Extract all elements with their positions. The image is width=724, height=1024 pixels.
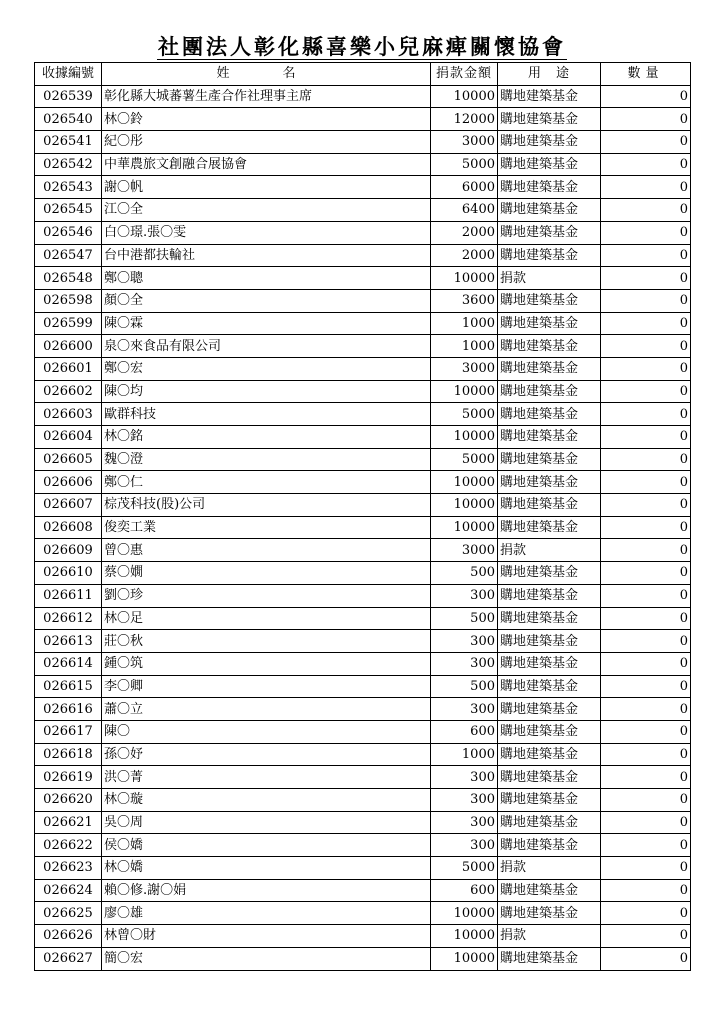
amount-cell: 300	[431, 834, 498, 857]
quantity-cell: 0	[601, 131, 691, 154]
quantity-cell: 0	[601, 403, 691, 426]
quantity-cell: 0	[601, 471, 691, 494]
quantity-cell: 0	[601, 607, 691, 630]
quantity-cell: 0	[601, 720, 691, 743]
table-body	[35, 85, 691, 970]
amount-cell: 10000	[431, 380, 498, 403]
amount-cell: 300	[431, 652, 498, 675]
quantity-cell: 0	[601, 448, 691, 471]
table-row	[35, 607, 691, 630]
amount-cell: 300	[431, 630, 498, 653]
quantity-cell: 0	[601, 562, 691, 585]
purpose-cell: 購地建築基金	[498, 789, 601, 812]
table-row	[35, 516, 691, 539]
donor-name-cell: 白〇璟.張〇雯	[102, 221, 431, 244]
donor-name-cell: 紀〇彤	[102, 131, 431, 154]
receipt-number-cell: 026611	[35, 584, 102, 607]
donor-name-cell: 江〇全	[102, 199, 431, 222]
purpose-cell: 購地建築基金	[498, 766, 601, 789]
donor-name-cell: 彰化縣大城蕃薯生產合作社理事主席	[102, 85, 431, 108]
donor-name-cell: 俊奕工業	[102, 516, 431, 539]
donor-name-cell: 鄭〇宏	[102, 357, 431, 380]
quantity-cell: 0	[601, 834, 691, 857]
table-row	[35, 199, 691, 222]
amount-cell: 500	[431, 607, 498, 630]
table-row	[35, 698, 691, 721]
amount-cell: 3000	[431, 357, 498, 380]
table-row	[35, 153, 691, 176]
amount-cell: 5000	[431, 153, 498, 176]
donor-name-cell: 歐群科技	[102, 403, 431, 426]
purpose-cell: 購地建築基金	[498, 403, 601, 426]
amount-cell: 10000	[431, 902, 498, 925]
table-row	[35, 925, 691, 948]
quantity-cell: 0	[601, 811, 691, 834]
purpose-cell: 捐款	[498, 857, 601, 880]
quantity-cell: 0	[601, 879, 691, 902]
amount-cell: 10000	[431, 925, 498, 948]
purpose-cell: 購地建築基金	[498, 947, 601, 970]
receipt-number-cell: 026620	[35, 789, 102, 812]
amount-cell: 300	[431, 789, 498, 812]
purpose-cell: 購地建築基金	[498, 516, 601, 539]
receipt-number-cell: 026539	[35, 85, 102, 108]
table-row	[35, 947, 691, 970]
amount-cell: 600	[431, 879, 498, 902]
purpose-cell: 購地建築基金	[498, 176, 601, 199]
donor-name-cell: 陳〇均	[102, 380, 431, 403]
amount-cell: 3000	[431, 131, 498, 154]
table-row	[35, 471, 691, 494]
quantity-cell: 0	[601, 380, 691, 403]
header-quantity: 數量	[601, 63, 691, 86]
table-row	[35, 675, 691, 698]
purpose-cell: 捐款	[498, 539, 601, 562]
receipt-number-cell: 026626	[35, 925, 102, 948]
amount-cell: 10000	[431, 494, 498, 517]
title-text: 社團法人彰化縣喜樂小兒麻痺關懷協會	[158, 34, 566, 59]
amount-cell: 3000	[431, 539, 498, 562]
purpose-cell: 購地建築基金	[498, 244, 601, 267]
receipt-number-cell: 026600	[35, 335, 102, 358]
table-row	[35, 743, 691, 766]
amount-cell: 10000	[431, 426, 498, 449]
donor-name-cell: 林〇鈴	[102, 108, 431, 131]
donor-name-cell: 劉〇珍	[102, 584, 431, 607]
amount-cell: 300	[431, 766, 498, 789]
quantity-cell: 0	[601, 335, 691, 358]
table-row	[35, 630, 691, 653]
amount-cell: 1000	[431, 335, 498, 358]
quantity-cell: 0	[601, 652, 691, 675]
quantity-cell: 0	[601, 267, 691, 290]
amount-cell: 1000	[431, 312, 498, 335]
purpose-cell: 購地建築基金	[498, 426, 601, 449]
receipt-number-cell: 026547	[35, 244, 102, 267]
header-purpose: 用 途	[498, 63, 601, 86]
table-row	[35, 539, 691, 562]
donation-table	[34, 62, 691, 971]
receipt-number-cell: 026606	[35, 471, 102, 494]
donor-name-cell: 陳〇霖	[102, 312, 431, 335]
receipt-number-cell: 026625	[35, 902, 102, 925]
receipt-number-cell: 026614	[35, 652, 102, 675]
quantity-cell: 0	[601, 357, 691, 380]
receipt-number-cell: 026608	[35, 516, 102, 539]
receipt-number-cell: 026605	[35, 448, 102, 471]
receipt-number-cell: 026546	[35, 221, 102, 244]
amount-cell: 6400	[431, 199, 498, 222]
donor-name-cell: 魏〇澄	[102, 448, 431, 471]
purpose-cell: 購地建築基金	[498, 698, 601, 721]
purpose-cell: 捐款	[498, 267, 601, 290]
quantity-cell: 0	[601, 675, 691, 698]
donor-name-cell: 台中港都扶輪社	[102, 244, 431, 267]
purpose-cell: 購地建築基金	[498, 834, 601, 857]
table-row	[35, 244, 691, 267]
donor-name-cell: 孫〇妤	[102, 743, 431, 766]
table-row	[35, 448, 691, 471]
purpose-cell: 購地建築基金	[498, 494, 601, 517]
amount-cell: 10000	[431, 85, 498, 108]
table-row	[35, 289, 691, 312]
receipt-number-cell: 026607	[35, 494, 102, 517]
table-row	[35, 811, 691, 834]
table-row	[35, 494, 691, 517]
quantity-cell: 0	[601, 743, 691, 766]
amount-cell: 6000	[431, 176, 498, 199]
donor-name-cell: 林〇嬌	[102, 857, 431, 880]
purpose-cell: 購地建築基金	[498, 675, 601, 698]
quantity-cell: 0	[601, 766, 691, 789]
receipt-number-cell: 026619	[35, 766, 102, 789]
receipt-number-cell: 026542	[35, 153, 102, 176]
table-row	[35, 312, 691, 335]
donor-name-cell: 蕭〇立	[102, 698, 431, 721]
quantity-cell: 0	[601, 516, 691, 539]
receipt-number-cell: 026540	[35, 108, 102, 131]
donor-name-cell: 謝〇帆	[102, 176, 431, 199]
table-row	[35, 267, 691, 290]
quantity-cell: 0	[601, 539, 691, 562]
amount-cell: 2000	[431, 244, 498, 267]
quantity-cell: 0	[601, 925, 691, 948]
purpose-cell: 購地建築基金	[498, 471, 601, 494]
receipt-number-cell: 026612	[35, 607, 102, 630]
receipt-number-cell: 026622	[35, 834, 102, 857]
donor-name-cell: 顏〇全	[102, 289, 431, 312]
purpose-cell: 購地建築基金	[498, 335, 601, 358]
amount-cell: 300	[431, 698, 498, 721]
donor-name-cell: 曾〇惠	[102, 539, 431, 562]
purpose-cell: 購地建築基金	[498, 607, 601, 630]
receipt-number-cell: 026543	[35, 176, 102, 199]
amount-cell: 300	[431, 811, 498, 834]
quantity-cell: 0	[601, 289, 691, 312]
receipt-number-cell: 026602	[35, 380, 102, 403]
receipt-number-cell: 026613	[35, 630, 102, 653]
receipt-number-cell: 026609	[35, 539, 102, 562]
donor-name-cell: 中華農旅文創融合展協會	[102, 153, 431, 176]
donor-name-cell: 廖〇雄	[102, 902, 431, 925]
table-row	[35, 108, 691, 131]
donor-name-cell: 吳〇周	[102, 811, 431, 834]
amount-cell: 10000	[431, 267, 498, 290]
purpose-cell: 購地建築基金	[498, 380, 601, 403]
header-receipt-number: 收據編號	[35, 63, 102, 86]
table-row	[35, 857, 691, 880]
purpose-cell: 購地建築基金	[498, 630, 601, 653]
table-row	[35, 789, 691, 812]
receipt-number-cell: 026616	[35, 698, 102, 721]
receipt-number-cell: 026615	[35, 675, 102, 698]
table-row	[35, 584, 691, 607]
donor-name-cell: 泉〇來食品有限公司	[102, 335, 431, 358]
receipt-number-cell: 026617	[35, 720, 102, 743]
purpose-cell: 購地建築基金	[498, 879, 601, 902]
table-row	[35, 85, 691, 108]
receipt-number-cell: 026604	[35, 426, 102, 449]
table-row	[35, 426, 691, 449]
quantity-cell: 0	[601, 312, 691, 335]
header-row	[35, 63, 691, 86]
receipt-number-cell: 026627	[35, 947, 102, 970]
quantity-cell: 0	[601, 857, 691, 880]
receipt-number-cell: 026545	[35, 199, 102, 222]
donor-name-cell: 棕茂科技(股)公司	[102, 494, 431, 517]
receipt-number-cell: 026621	[35, 811, 102, 834]
table-row	[35, 562, 691, 585]
donor-name-cell: 鄭〇聰	[102, 267, 431, 290]
amount-cell: 500	[431, 562, 498, 585]
quantity-cell: 0	[601, 789, 691, 812]
receipt-number-cell: 026603	[35, 403, 102, 426]
purpose-cell: 購地建築基金	[498, 153, 601, 176]
quantity-cell: 0	[601, 426, 691, 449]
quantity-cell: 0	[601, 630, 691, 653]
quantity-cell: 0	[601, 902, 691, 925]
quantity-cell: 0	[601, 153, 691, 176]
quantity-cell: 0	[601, 494, 691, 517]
purpose-cell: 購地建築基金	[498, 108, 601, 131]
table-row	[35, 335, 691, 358]
purpose-cell: 購地建築基金	[498, 562, 601, 585]
quantity-cell: 0	[601, 221, 691, 244]
table-row	[35, 403, 691, 426]
receipt-number-cell: 026548	[35, 267, 102, 290]
amount-cell: 5000	[431, 403, 498, 426]
table-row	[35, 720, 691, 743]
purpose-cell: 購地建築基金	[498, 743, 601, 766]
table-row	[35, 902, 691, 925]
header-name: 姓 名	[102, 63, 431, 86]
donor-name-cell: 林〇銘	[102, 426, 431, 449]
donor-name-cell: 莊〇秋	[102, 630, 431, 653]
amount-cell: 3600	[431, 289, 498, 312]
purpose-cell: 購地建築基金	[498, 289, 601, 312]
purpose-cell: 購地建築基金	[498, 720, 601, 743]
purpose-cell: 購地建築基金	[498, 221, 601, 244]
purpose-cell: 捐款	[498, 925, 601, 948]
header-amount: 捐款金額	[431, 63, 498, 86]
purpose-cell: 購地建築基金	[498, 584, 601, 607]
purpose-cell: 購地建築基金	[498, 131, 601, 154]
amount-cell: 10000	[431, 947, 498, 970]
donor-name-cell: 林〇足	[102, 607, 431, 630]
receipt-number-cell: 026541	[35, 131, 102, 154]
amount-cell: 500	[431, 675, 498, 698]
table-row	[35, 176, 691, 199]
receipt-number-cell: 026610	[35, 562, 102, 585]
table-row	[35, 879, 691, 902]
receipt-number-cell: 026623	[35, 857, 102, 880]
receipt-number-cell: 026618	[35, 743, 102, 766]
purpose-cell: 購地建築基金	[498, 652, 601, 675]
donor-name-cell: 林曾〇財	[102, 925, 431, 948]
amount-cell: 1000	[431, 743, 498, 766]
amount-cell: 2000	[431, 221, 498, 244]
purpose-cell: 購地建築基金	[498, 902, 601, 925]
amount-cell: 300	[431, 584, 498, 607]
purpose-cell: 購地建築基金	[498, 312, 601, 335]
quantity-cell: 0	[601, 698, 691, 721]
quantity-cell: 0	[601, 199, 691, 222]
receipt-number-cell: 026624	[35, 879, 102, 902]
quantity-cell: 0	[601, 244, 691, 267]
purpose-cell: 購地建築基金	[498, 357, 601, 380]
amount-cell: 12000	[431, 108, 498, 131]
donor-name-cell: 洪〇菁	[102, 766, 431, 789]
table-row	[35, 766, 691, 789]
receipt-number-cell: 026601	[35, 357, 102, 380]
quantity-cell: 0	[601, 85, 691, 108]
table-row	[35, 652, 691, 675]
receipt-number-cell: 026598	[35, 289, 102, 312]
amount-cell: 600	[431, 720, 498, 743]
donor-name-cell: 簡〇宏	[102, 947, 431, 970]
quantity-cell: 0	[601, 584, 691, 607]
table-row	[35, 357, 691, 380]
donor-name-cell: 鍾〇筑	[102, 652, 431, 675]
table-row	[35, 221, 691, 244]
donor-name-cell: 侯〇嬌	[102, 834, 431, 857]
table-row	[35, 834, 691, 857]
donor-name-cell: 鄭〇仁	[102, 471, 431, 494]
table-row	[35, 131, 691, 154]
donor-name-cell: 林〇璇	[102, 789, 431, 812]
amount-cell: 5000	[431, 857, 498, 880]
donor-name-cell: 賴〇修.謝〇娟	[102, 879, 431, 902]
donor-name-cell: 陳〇	[102, 720, 431, 743]
amount-cell: 10000	[431, 516, 498, 539]
table-row	[35, 380, 691, 403]
receipt-number-cell: 026599	[35, 312, 102, 335]
quantity-cell: 0	[601, 947, 691, 970]
quantity-cell: 0	[601, 176, 691, 199]
donor-name-cell: 蔡〇嫺	[102, 562, 431, 585]
amount-cell: 10000	[431, 471, 498, 494]
document-title	[0, 34, 724, 60]
amount-cell: 5000	[431, 448, 498, 471]
quantity-cell: 0	[601, 108, 691, 131]
purpose-cell: 購地建築基金	[498, 199, 601, 222]
donor-name-cell: 李〇卿	[102, 675, 431, 698]
purpose-cell: 購地建築基金	[498, 85, 601, 108]
purpose-cell: 購地建築基金	[498, 448, 601, 471]
purpose-cell: 購地建築基金	[498, 811, 601, 834]
